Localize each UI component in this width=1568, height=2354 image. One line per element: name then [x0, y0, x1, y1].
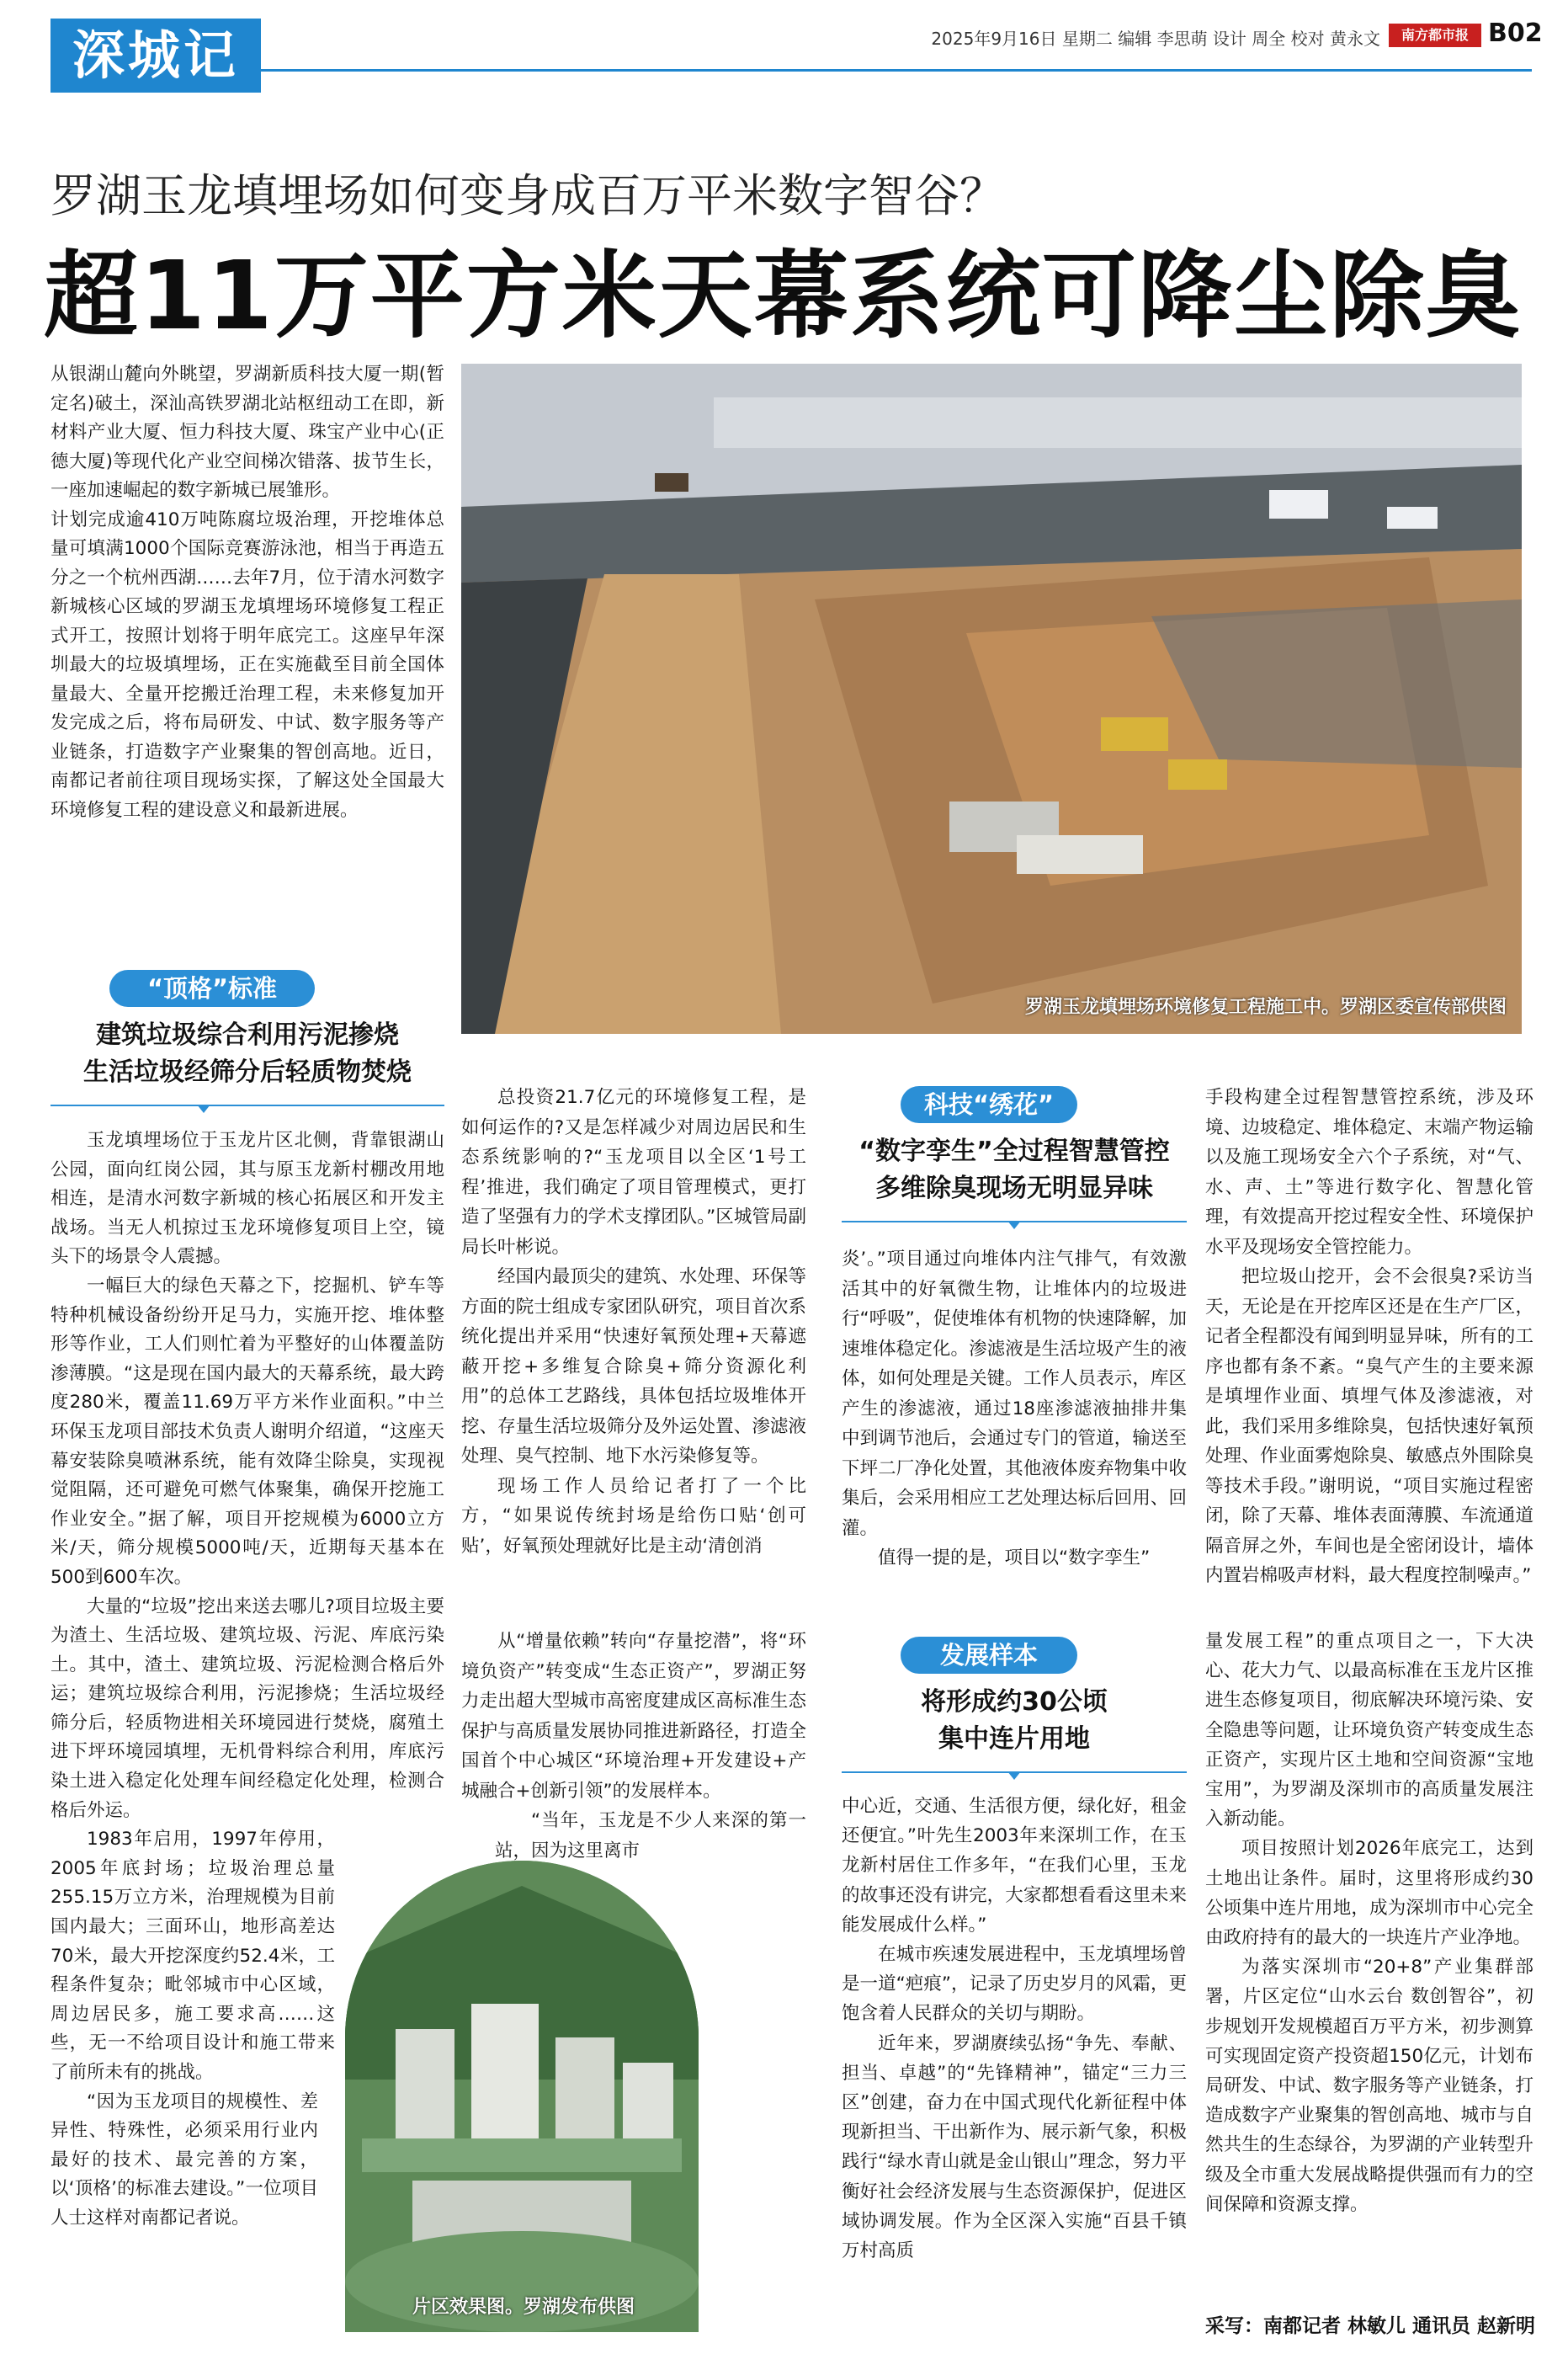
district-rendering-illustration: [345, 1861, 699, 2332]
section-subhead: 多维除臭现场无明显异味: [875, 1174, 1153, 1203]
body-paragraph: 值得一提的是，项目以“数字孪生”: [878, 1547, 1151, 1568]
body-paragraph: 1983年启用，1997年停用，2005年底封场；垃圾治理总量255.15万立方米，治理规模为目前国内最大；三面环山，地形高差达70米，最大开挖深度约52.4米，工程条件复杂；毗邻城市中心区域，周边居民多，施工要求高……这些，无一不给项目设计和施工带来了前所未有的挑战。: [50, 1829, 335, 2083]
construction-site-illustration: [461, 364, 1522, 1034]
body-paragraph: 现场工作人员给记者打了一个比方，“如果说传统封场是给伤口贴‘创可贴’，好氧预处理就好比是主动‘清创消: [461, 1475, 806, 1557]
body-column-4-top: [1205, 1083, 1533, 1591]
construction-site-photo: [461, 364, 1522, 1034]
section-rule: [50, 1105, 444, 1106]
body-paragraph: 为落实深圳市“20+8”产业集群部署，片区定位“山水云台 数创智谷”，初步规划开发规模超百万平方米，初步测算可实现固定资产投资超150亿元，计划布局研发、中试、数字服务等产业链条，打造成数字产业聚集的智创高地、城市与自然共生的生态绿谷，为罗湖的产业转型升级及全市重大发展战略提供强而有力的空间保障和资源支撑。: [1205, 1957, 1533, 2215]
body-paragraph: 炎’。”项目通过向堆体内注气排气，有效激活其中的好氧微生物，让堆体内的垃圾进行“呼吸”，促使堆体有机物的快速降解，加速堆体稳定化。渗滤液是生活垃圾产生的液体，如何处理是关键。工作人员表示，库区产生的渗滤液，通过18座渗滤液抽排井集中到调节池后，会通过专门的管道，输送至下坪二厂净化处置，其他液体废弃物集中收集后，会采用相应工艺处理达标后回用、回灌。: [842, 1249, 1187, 1539]
body-column-2-bottom: [461, 1627, 806, 1866]
masthead-rule: [261, 69, 1532, 72]
section-subhead: “数字孪生”全过程智慧管控: [858, 1137, 1170, 1166]
body-paragraph: 近年来，罗湖赓续弘扬“争先、奉献、担当、卓越”的“先锋精神”，锚定“三力三区”创建，奋力在中国式现代化新征程中体现新担当、干出新作为、展示新气象，积极践行“绿水青山就是金山银山”理念，努力平衡好社会经济发展与生态资源保护，促进区域协调发展。作为全区深入实施“百县千镇万村高质: [842, 2032, 1187, 2262]
body-paragraph: 大量的“垃圾”挖出来送去哪儿?项目垃圾主要为渣土、生活垃圾、建筑垃圾、污泥、库底污染土。其中，渣土、建筑垃圾、污泥检测合格后外运；建筑垃圾综合利用，污泥掺烧；生活垃圾经筛分后，轻质物进相关环境园进行焚烧，腐殖土进下坪环境园填埋，无机骨料综合利用，库底污染土进入稳定化处理车间经稳定化处理，检测合格后外运。: [50, 1595, 444, 1821]
byline: 采写：南都记者 林敏儿 通讯员 赵新明: [1205, 2315, 1536, 2337]
district-rendering-photo: [345, 1861, 699, 2332]
body-paragraph: 把垃圾山挖开，会不会很臭?采访当天，无论是在开挖库区还是在生产厂区，记者全程都没有闻到明显异味，所有的工序也都有条不紊。“臭气产生的主要来源是填埋作业面、填埋气体及渗滤液，对此，我们采用多维除臭，包括快速好氧预处理、作业面雾炮除臭、敏感点外围除臭等技术手段。”谢明说，“项目实施过程密闭，除了天幕、堆体表面薄膜、车流通道隔音屏之外，车间也是全密闭设计，墙体内置岩棉吸声材料，最大程度控制噪声。”: [1205, 1266, 1533, 1586]
triangle-marker-icon: [1007, 1221, 1021, 1229]
body-paragraph: 项目按照计划2026年底完工，达到土地出让条件。届时，这里将形成约30公顷集中连片用地，成为深圳市中心完全由政府持有的最大的一块连片产业净地。: [1205, 1838, 1533, 1949]
section-badge: “顶格”标准: [109, 970, 315, 1007]
body-paragraph: 在城市疾速发展进程中，玉龙填埋场曾是一道“疤痕”，记录了历史岁月的风霜，更饱含着人民群众的关切与期盼。: [842, 1944, 1187, 2025]
body-column-3-top: [842, 1244, 1187, 1574]
kicker-title: 罗湖玉龙填埋场如何变身成百万平米数字智谷？: [50, 169, 1005, 222]
body-column-2-top: [461, 1083, 806, 1561]
body-paragraph: “当年，玉龙是不少人来深的第一站，因为这里离市: [495, 1810, 806, 1861]
body-column-4-bottom: [1205, 1627, 1533, 2219]
body-paragraph: 从“增量依赖”转向“存量挖潜”，将“环境负资产”转变成“生态正资产”，罗湖正努力走出超大型城市高密度建成区高标准生态保护与高质量发展协同推进新路径，打造全国首个中心城区“环境治理+开发建设+产城融合+创新引领”的发展样本。: [461, 1631, 806, 1802]
section-badge: 发展样本: [901, 1637, 1077, 1674]
page-number: B02: [1488, 19, 1543, 48]
body-paragraph: 玉龙填埋场位于玉龙片区北侧，背靠银湖山公园，面向红岗公园，其与原玉龙新村棚改用地相连，是清水河数字新城的核心拓展区和开发主战场。当无人机掠过玉龙环境修复项目上空，镜头下的场景令人震撼。: [50, 1130, 444, 1268]
headline: 超11万平方米天幕系统可降尘除臭: [44, 242, 1522, 351]
body-paragraph: 总投资21.7亿元的环境修复工程，是如何运作的?又是怎样减少对周边居民和生态系统影响的?“玉龙项目以全区‘1号工程’推进，我们确定了项目管理模式，更打造了坚强有力的学术支撑团队。”区城管局副局长叶彬说。: [461, 1087, 806, 1258]
section-subhead: 将形成约30公顷: [921, 1687, 1108, 1717]
section-subhead: 集中连片用地: [938, 1724, 1090, 1754]
section-badge: 科技“绣花”: [901, 1086, 1077, 1123]
section-masthead: 深城记: [50, 19, 261, 93]
body-column-3-bottom: [842, 1792, 1187, 2266]
body-paragraph: 中心近，交通、生活很方便，绿化好，租金还便宜。”叶先生2003年来深圳工作，在玉龙新村居住工作多年，“在我们心里，玉龙的故事还没有讲完，大家都想看看这里未来能发展成什么样。”: [842, 1796, 1187, 1936]
triangle-marker-icon: [1007, 1771, 1021, 1780]
newspaper-logo: 南方都市报: [1389, 24, 1481, 47]
body-paragraph: 经国内最顶尖的建筑、水处理、环保等方面的院士组成专家团队研究，项目首次系统化提出并采用“快速好氧预处理+天幕遮蔽开挖+多维复合除臭+筛分资源化利用”的总体工艺路线，具体包括垃圾堆体开挖、存量生活垃圾筛分及外运处置、渗滤液处理、臭气控制、地下水污染修复等。: [461, 1266, 806, 1467]
lead-column: [50, 360, 444, 825]
body-paragraph: 手段构建全过程智慧管控系统，涉及环境、边坡稳定、堆体稳定、末端产物运输以及施工现场安全六个子系统，对“气、水、声、土”等进行数字化、智慧化管理，有效提高开挖过程安全性、环境保护水平及现场安全管控能力。: [1205, 1087, 1533, 1258]
photo-caption: 罗湖玉龙填埋场环境修复工程施工中。罗湖区委宣传部供图: [1024, 997, 1507, 1018]
dateline: 2025年9月16日 星期二 编辑 李思萌 设计 周全 校对 黄永文: [931, 29, 1380, 49]
section-subhead: 生活垃圾经筛分后轻质物焚烧: [83, 1057, 412, 1087]
section-subhead: 建筑垃圾综合利用污泥掺烧: [96, 1020, 399, 1050]
body-paragraph: “因为玉龙项目的规模性、差异性、特殊性，必须采用行业内最好的技术、最完善的方案，以‘顶格’的标准去建设。”一位项目人士这样对南都记者说。: [50, 2090, 318, 2229]
body-paragraph: 一幅巨大的绿色天幕之下，挖掘机、铲车等特种机械设备纷纷开足马力，实施开挖、堆体整形等作业，工人们则忙着为平整好的山体覆盖防渗薄膜。“这是现在国内最大的天幕系统，最大跨度280米，覆盖11.69万平方米作业面积。”中兰环保玉龙项目部技术负责人谢明介绍道，“这座天幕安装除臭喷淋系统，能有效降尘除臭，实现视觉阻隔，还可避免可燃气体聚集，确保开挖施工作业安全。”据了解，项目开挖规模为6000立方米/天，筛分规模5000吨/天，近期每天基本在500到600车次。: [50, 1275, 444, 1588]
triangle-marker-icon: [197, 1105, 210, 1113]
lead-paragraph: 从银湖山麓向外眺望，罗湖新质科技大厦一期(暂定名)破土，深汕高铁罗湖北站枢纽动工在即，新材料产业大厦、恒力科技大厦、珠宝产业中心(正德大厦)等现代化产业空间梯次错落、拔节生长，一座加速崛起的数字新城已展雏形。: [50, 364, 444, 501]
lead-paragraph: 计划完成逾410万吨陈腐垃圾治理，开挖堆体总量可填满1000个国际竞赛游泳池，相当于再造五分之一个杭州西湖……去年7月，位于清水河数字新城核心区域的罗湖玉龙填埋场环境修复工程正式开工，按照计划将于明年底完工。这座早年深圳最大的垃圾填埋场，正在实施截至目前全国体量最大、全量开挖搬迁治理工程，未来修复加开发完成之后，将布局研发、中试、数字服务等产业链条，打造数字产业聚集的智创高地。近日，南都记者前往项目现场实探，了解这处全国最大环境修复工程的建设意义和最新进展。: [50, 509, 444, 821]
body-paragraph: 量发展工程”的重点项目之一，下大决心、花大力气、以最高标准在玉龙片区推进生态修复项目，彻底解决环境污染、安全隐患等问题，让环境负资产转变成生态正资产，实现片区土地和空间资源“宝地宝用”，为罗湖及深圳市的高质量发展注入新动能。: [1205, 1631, 1533, 1830]
photo-caption: 片区效果图。罗湖发布供图: [412, 2297, 635, 2318]
